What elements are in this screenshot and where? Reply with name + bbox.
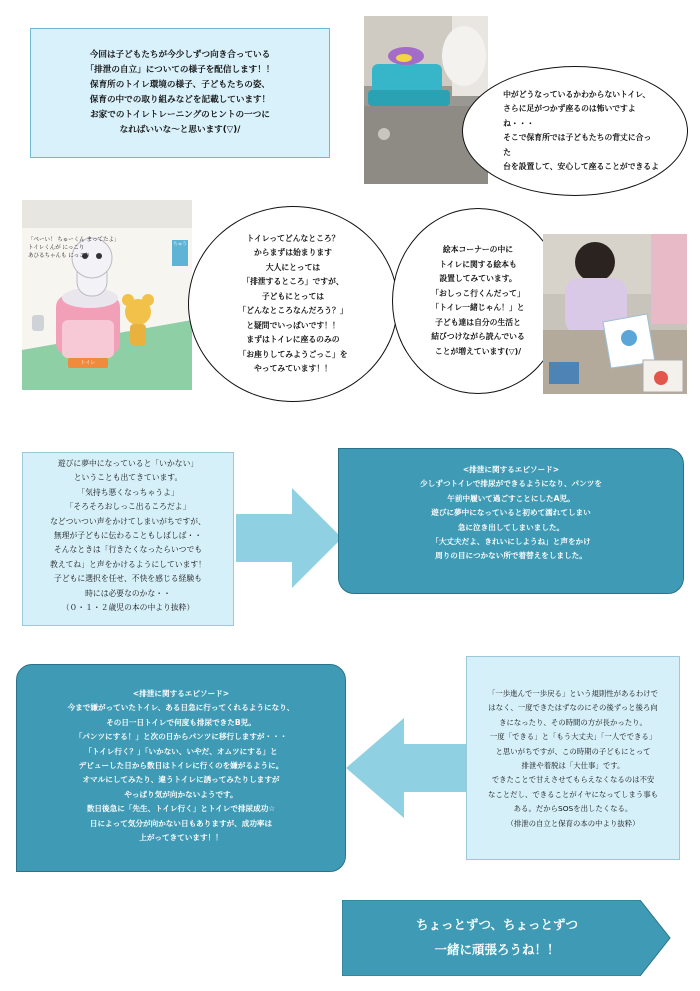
book-plate-label: トイレ xyxy=(80,360,96,366)
book-caption: 「ぺーい！ ちゅーくん まってたよ」 トイレくんが にっこり あひるちゃんも にっこり xyxy=(28,237,120,259)
bubble-step-text: 中がどうなっているかわからないトイレ、 さらに足がつかず座るのは怖いですよ ね・・・ そこで保育所では子どもたちの背丈に合っ た 台を設置して、安心して座ることができるよ xyxy=(503,89,659,171)
left-quote-box: 遊びに夢中になっていると「いかない」 ということも出てきています。 「気持ち悪くなっちゃうよ」 「そろそろおしっこ出るころだよ」 などついつい声をかけてしまいがちですが、 無理が子どもに伝わることもしばしば・・ そんなときは「行きたくなったらいつでも 教えてね」と声をかけるようにしています！ 子どもに選択を任せ、不快を感じる経験も 時には必要なのかな・・ （０・１・２歳児の本の中より抜粋） xyxy=(22,452,234,626)
arrow-left-icon xyxy=(344,718,470,818)
book-tab-label: ちゅう xyxy=(173,242,187,247)
child-reading-photo xyxy=(543,234,687,394)
episode-box-2: <排泄に関するエピソード> 今まで嫌がっていたトイレ、ある日急に行ってくれるようになり、 その日一日トイレで何度も排尿できたB児。 「パンツにする！」と次の日からパンツに移行しますが・・・ 「トイレ行く？」「いかない、いやだ、オムツにする」と デビューした日から数日はトイレに行くのを嫌がるように。 オマルにしてみたり、違うトイレに誘ってみたりしますが やっぱり気が向かないようです。 数日後急に「先生、トイレ行く」とトイレで排尿成功☆ 日によって気分が向かない日もありますが、成功率は 上がってきています！！ xyxy=(16,664,346,872)
intro-box xyxy=(30,28,330,158)
episode-1-title: <排泄に関するエピソード> xyxy=(462,465,560,474)
right-quote-box: 「一歩進んで一歩戻る」という規則性があるわけで はなく、一度できたはずなのにその後ずっと後ろ向 きになったり、その時間の方が長かったり。 一度「できる」と「もう大丈夫」「一人でできる」 と思いがちですが、この時期の子どもにとって 排泄や着脱は「大仕事」です。 できたことで甘えさせてもらえなくなるのは不安 なことだし、できることがイヤになってしまう事も ある。だからSOSを出したくなる。 （排泄の自立と保育の本の中より抜粋） xyxy=(466,656,680,860)
picture-book-photo xyxy=(22,200,192,390)
episode-box-1: <排泄に関するエピソード> 少しずつトイレで排尿ができるようになり、パンツを 午前中履いて過ごすことにしたA児。 遊びに夢中になっていると初めて濡れてしまい 急に泣き出してしまいました。 「大丈夫だよ、きれいにしようね」と声をかけ 周りの目につかない所で着替えをしました。 xyxy=(338,448,684,594)
intro-text: 今回は子どもたちが今少しずつ向き合っている 「排泄の自立」についての様子を配信します！！ 保育所のトイレ環境の様子、子どもたちの姿、 保育の中での取り組みなどを記載しています！ お家でのトイレトレーニングのヒントの一つに なればいいな～と思います(▽)/ xyxy=(85,50,275,135)
closing-text: ちょっとずつ、ちょっとずつ 一緒に頑張ろうね！！ xyxy=(415,917,578,957)
episode-2-title: <排泄に関するエピソード> xyxy=(132,689,230,698)
speech-bubble-book xyxy=(188,206,398,402)
closing-banner xyxy=(342,900,672,976)
toilet-step-photo xyxy=(364,16,488,184)
speech-bubble-step xyxy=(462,66,688,196)
bubble-corner-text: 絵本コーナーの中に トイレに関する絵本も 設置してみています。 「おしっこ行くんだって」 「トイレ一緒じゃん！」と 子ども達は自分の生活と 結びつけながら読んでいる ことが増えています(▽)/ xyxy=(431,245,525,356)
arrow-right-icon xyxy=(236,488,344,588)
bubble-book-text: トイレってどんなところ？ からまずは始まります 大人にとっては 「排泄するところ」ですが、 子どもにとっては 「どんなところなんだろう？」 と疑問でいっぱいです！！ まずはトイレに座るのみの 「お座りしてみようごっこ」を やってみています！！ xyxy=(238,233,348,373)
speech-bubble-book-corner xyxy=(392,208,564,394)
